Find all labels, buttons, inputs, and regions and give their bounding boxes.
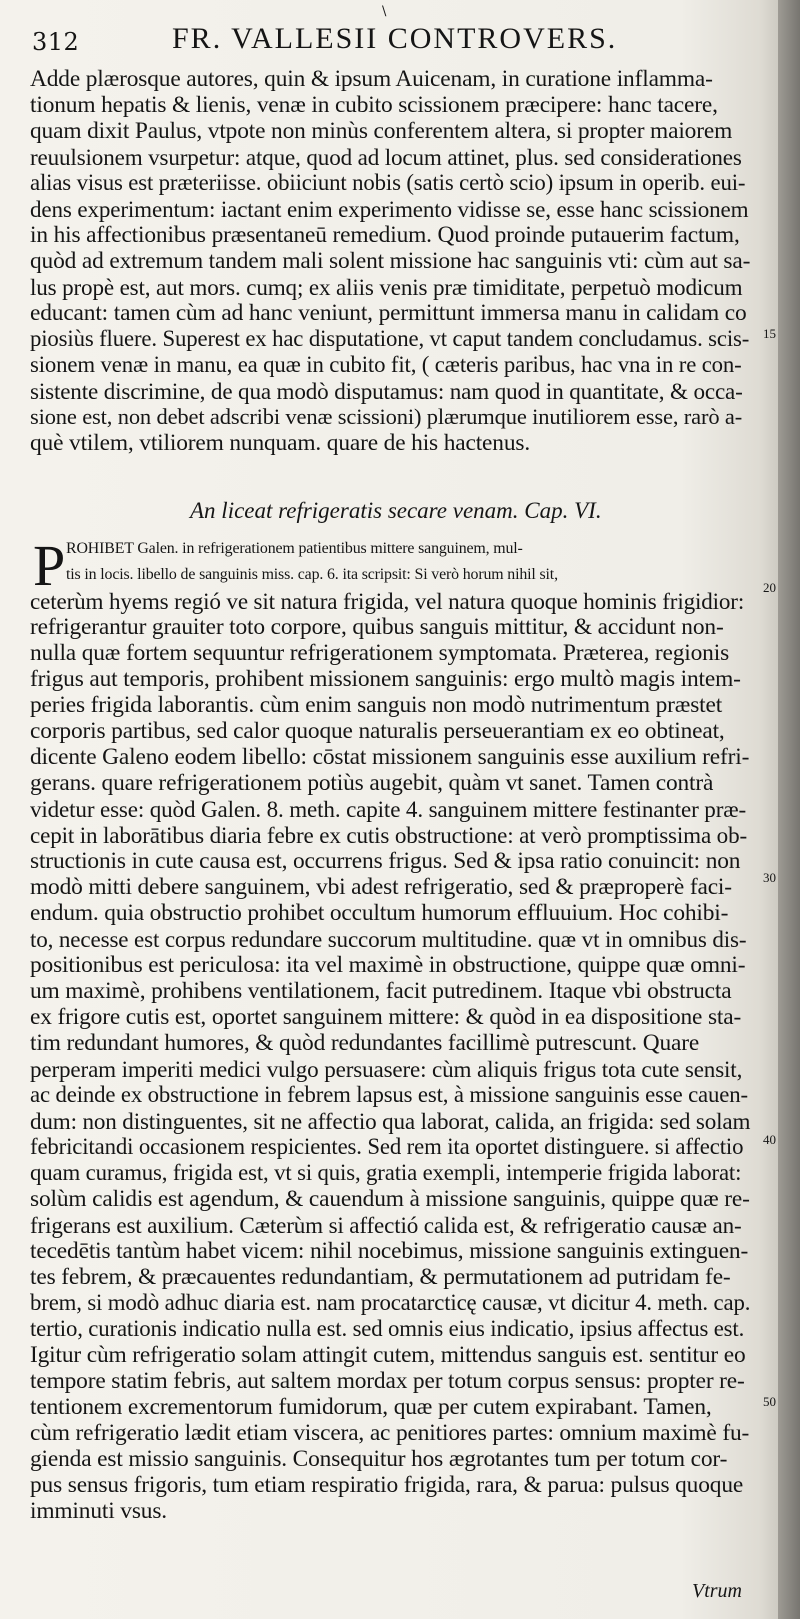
page-header	[32, 22, 752, 62]
text-line: febricitandi occasionem respicientes. Sed rem ita oportet distinguere. si affectio	[30, 1134, 744, 1159]
running-head: FR. VALLESII CONTROVERS.	[172, 22, 618, 55]
text-line: nulla quæ fortem sequuntur refrigerationem symptomata. Præterea, regionis	[30, 640, 730, 666]
text-line: què vtilem, vtiliorem nunquam. quare de his hactenus.	[30, 430, 531, 456]
text-line: refrigerantur grauiter toto corpore, quibus sanguis mittitur, & accidunt non-	[30, 614, 724, 640]
text-line: to, necesse est corpus redundare succorum multitudine. quæ vt in omnibus dis-	[30, 926, 747, 952]
text-line: gerans. quare refrigerationem potiùs augebit, quàm vt sanet. Tamen contrà	[30, 770, 714, 796]
text-line: dens experimentum: iactant enim experimento vidisse se, esse hanc scissionem	[30, 196, 749, 222]
text-line: solùm calidis est agendum, & cauendum à missione sanguinis, quippe quæ re-	[30, 1186, 750, 1212]
text-line: quam curamus, frigida est, vt si quis, gratia exempli, intemperie frigida laborat:	[30, 1160, 742, 1185]
text-line: tecedētis tantùm habet vicem: nihil nocebimus, missione sanguinis extinguen-	[30, 1238, 749, 1264]
text-line: frigerans est auxilium. Cæterùm si affectió calida est, & refrigeratio causæ an-	[30, 1212, 742, 1238]
margin-line-number: 40	[763, 1132, 776, 1147]
catchword: Vtrum	[692, 1580, 742, 1602]
margin-line-number: 30	[763, 870, 776, 885]
text-line: cepit in laborātibus diaria febre ex cutis obstructione: at verò promptissima ob-	[30, 822, 748, 848]
text-line: structionis in cute causa est, occurrens frigus. Sed & ipsa ratio conuincit: non	[30, 848, 741, 874]
text-line: perperam imperiti medici vulgo persuasere: cùm aliquis frigus tota cute sensit,	[30, 1056, 743, 1082]
text-line: cùm refrigeratio lædit etiam viscera, ac penitiores partes: omnium maximè fu-	[30, 1420, 750, 1446]
text-line: peries frigida laborantis. cùm enim sanguis non modò nutrimentum præstet	[30, 692, 723, 718]
text-line: Adde plærosque autores, quin & ipsum Auicenam, in curatione inflamma-	[30, 66, 713, 92]
text-line: Igitur cùm refrigeratio solam attingit cutem, mittendus sanguis est. sentitur eo	[30, 1342, 746, 1368]
text-line: sione est, non debet adscribi venæ scissioni) plærumque inutiliorem esse, rarò a-	[30, 404, 743, 429]
text-line: um maximè, prohibens ventilationem, facit putredinem. Itaque vbi obstructa	[30, 978, 732, 1004]
text-line: quam dixit Paulus, vtpote non minùs conferentem altera, si propter maiorem	[30, 118, 733, 144]
text-line: pus sensus frigoris, tum etiam respiratio frigida, rara, & parua: pulsus quoque	[30, 1472, 744, 1498]
text-line: educant: tamen cùm ad hanc veniunt, permittunt immersa manu in calidam co	[30, 300, 747, 326]
text-line: ac deinde ex obstructione in febrem lapsus est, à missione sanguinis esse cauen-	[30, 1082, 748, 1107]
chapter-title: An liceat refrigeratis secare venam. Cap. VI.	[190, 498, 602, 523]
text-line: lus propè est, aut mors. cumq; ex aliis venis præ timiditate, perpetuò modicum	[30, 274, 743, 300]
text-line: imminuti vsus.	[30, 1498, 167, 1524]
text-line: tertio, curationis indicatio nulla est. sed omnis eius indicatio, ipsius affectus est.	[30, 1316, 745, 1341]
text-line: ceterùm hyems regió ve sit natura frigida, vel natura quoque hominis frigidior:	[30, 588, 745, 614]
text-line: modò mitti debere sanguinem, vbi adest refrigeratio, sed & præproperè faci-	[30, 874, 732, 900]
text-line: reuulsionem vsurpetur: atque, quod ad locum attinet, plus. sed considerationes	[30, 144, 742, 170]
margin-line-number: 20	[763, 580, 776, 595]
text-line: brem, si modò adhuc diaria est. nam procatarcticę causæ, vt dicitur 4. meth. cap.	[30, 1290, 751, 1315]
text-line: endum. quia obstructio prohibet occultum humorum effluuium. Hoc cohibi-	[30, 900, 729, 926]
text-line: quòd ad extremum tandem mali solent missione hac sanguinis vti: cùm aut sa-	[30, 248, 751, 274]
text-line: dicente Galeno eodem libello: cōstat missionem sanguinis esse auxilium refri-	[30, 744, 750, 770]
paragraph-2	[30, 533, 751, 1524]
text-line: tentionem excrementorum fumidorum, quæ per cutem expirabant. Tamen,	[30, 1394, 712, 1420]
page-gutter-shadow	[778, 0, 800, 1619]
text-line: videtur esse: quòd Galen. 8. meth. capite 4. sanguinem mittere festinanter præ-	[30, 796, 747, 822]
text-line: alias visus est præteriisse. obiiciunt nobis (satis certò scio) ipsum in operib. eui-	[30, 170, 746, 195]
text-line: ex frigore cutis est, oportet sanguinem mittere: & quòd in ea dispositione sta-	[30, 1004, 742, 1030]
text-line: in his affectionibus præsentaneū remedium. Quod proinde putauerim factum,	[30, 222, 740, 248]
text-line: tes febrem, & præcauentes redundantiam, & permutationem ad putridam fe-	[30, 1264, 731, 1290]
text-line: tionum hepatis & lienis, venæ in cubito scissionem præcipere: hanc tacere,	[30, 92, 718, 118]
page-number: 312	[32, 28, 80, 56]
text-line: frigus aut temporis, prohibent missionem sanguinis: ergo multò magis intem-	[30, 666, 741, 692]
text-line: tim redundant humores, & quòd redundantes facillimè putrescunt. Quare	[30, 1030, 700, 1056]
paragraph-1	[30, 66, 750, 456]
dropcap-letter: P	[33, 533, 66, 598]
text-line: sionem venæ in manu, ea quæ in cubito fit, ( cæteris paribus, hac vna in re con-	[30, 352, 742, 377]
margin-line-number: 50	[763, 1394, 776, 1409]
text-line: piosiùs fluere. Superest ex hac disputatione, vt caput tandem concludamus. scis-	[30, 326, 750, 351]
margin-line-number: 15	[763, 326, 776, 341]
text-line: positionibus est periculosa: ita vel maximè in obstructione, quippe quæ omni-	[30, 952, 746, 978]
ink-mark: \	[382, 4, 387, 19]
text-line: corporis partibus, sed calor quoque naturalis perseuerantiam ex eo obtineat,	[30, 718, 725, 744]
text-line: gienda est missio sanguinis. Consequitur hos ægrotantes tum per totum cor-	[30, 1446, 728, 1472]
text-line: tis in locis. libello de sanguinis miss. cap. 6. ita scripsit: Si verò horum nihil sit,	[66, 566, 558, 583]
text-line: dum: non distinguentes, sit ne affectio qua laborat, calida, an frigida: sed solam	[30, 1108, 751, 1134]
text-line: ROHIBET Galen. in refrigerationem patientibus mittere sanguinem, mul-	[66, 540, 523, 557]
text-line: tempore statim febris, aut saltem mordax per totum corpus sensus: propter re-	[30, 1368, 745, 1394]
text-line: sistente discrimine, de qua modò disputamus: nam quod in quantitate, & occa-	[30, 378, 743, 404]
